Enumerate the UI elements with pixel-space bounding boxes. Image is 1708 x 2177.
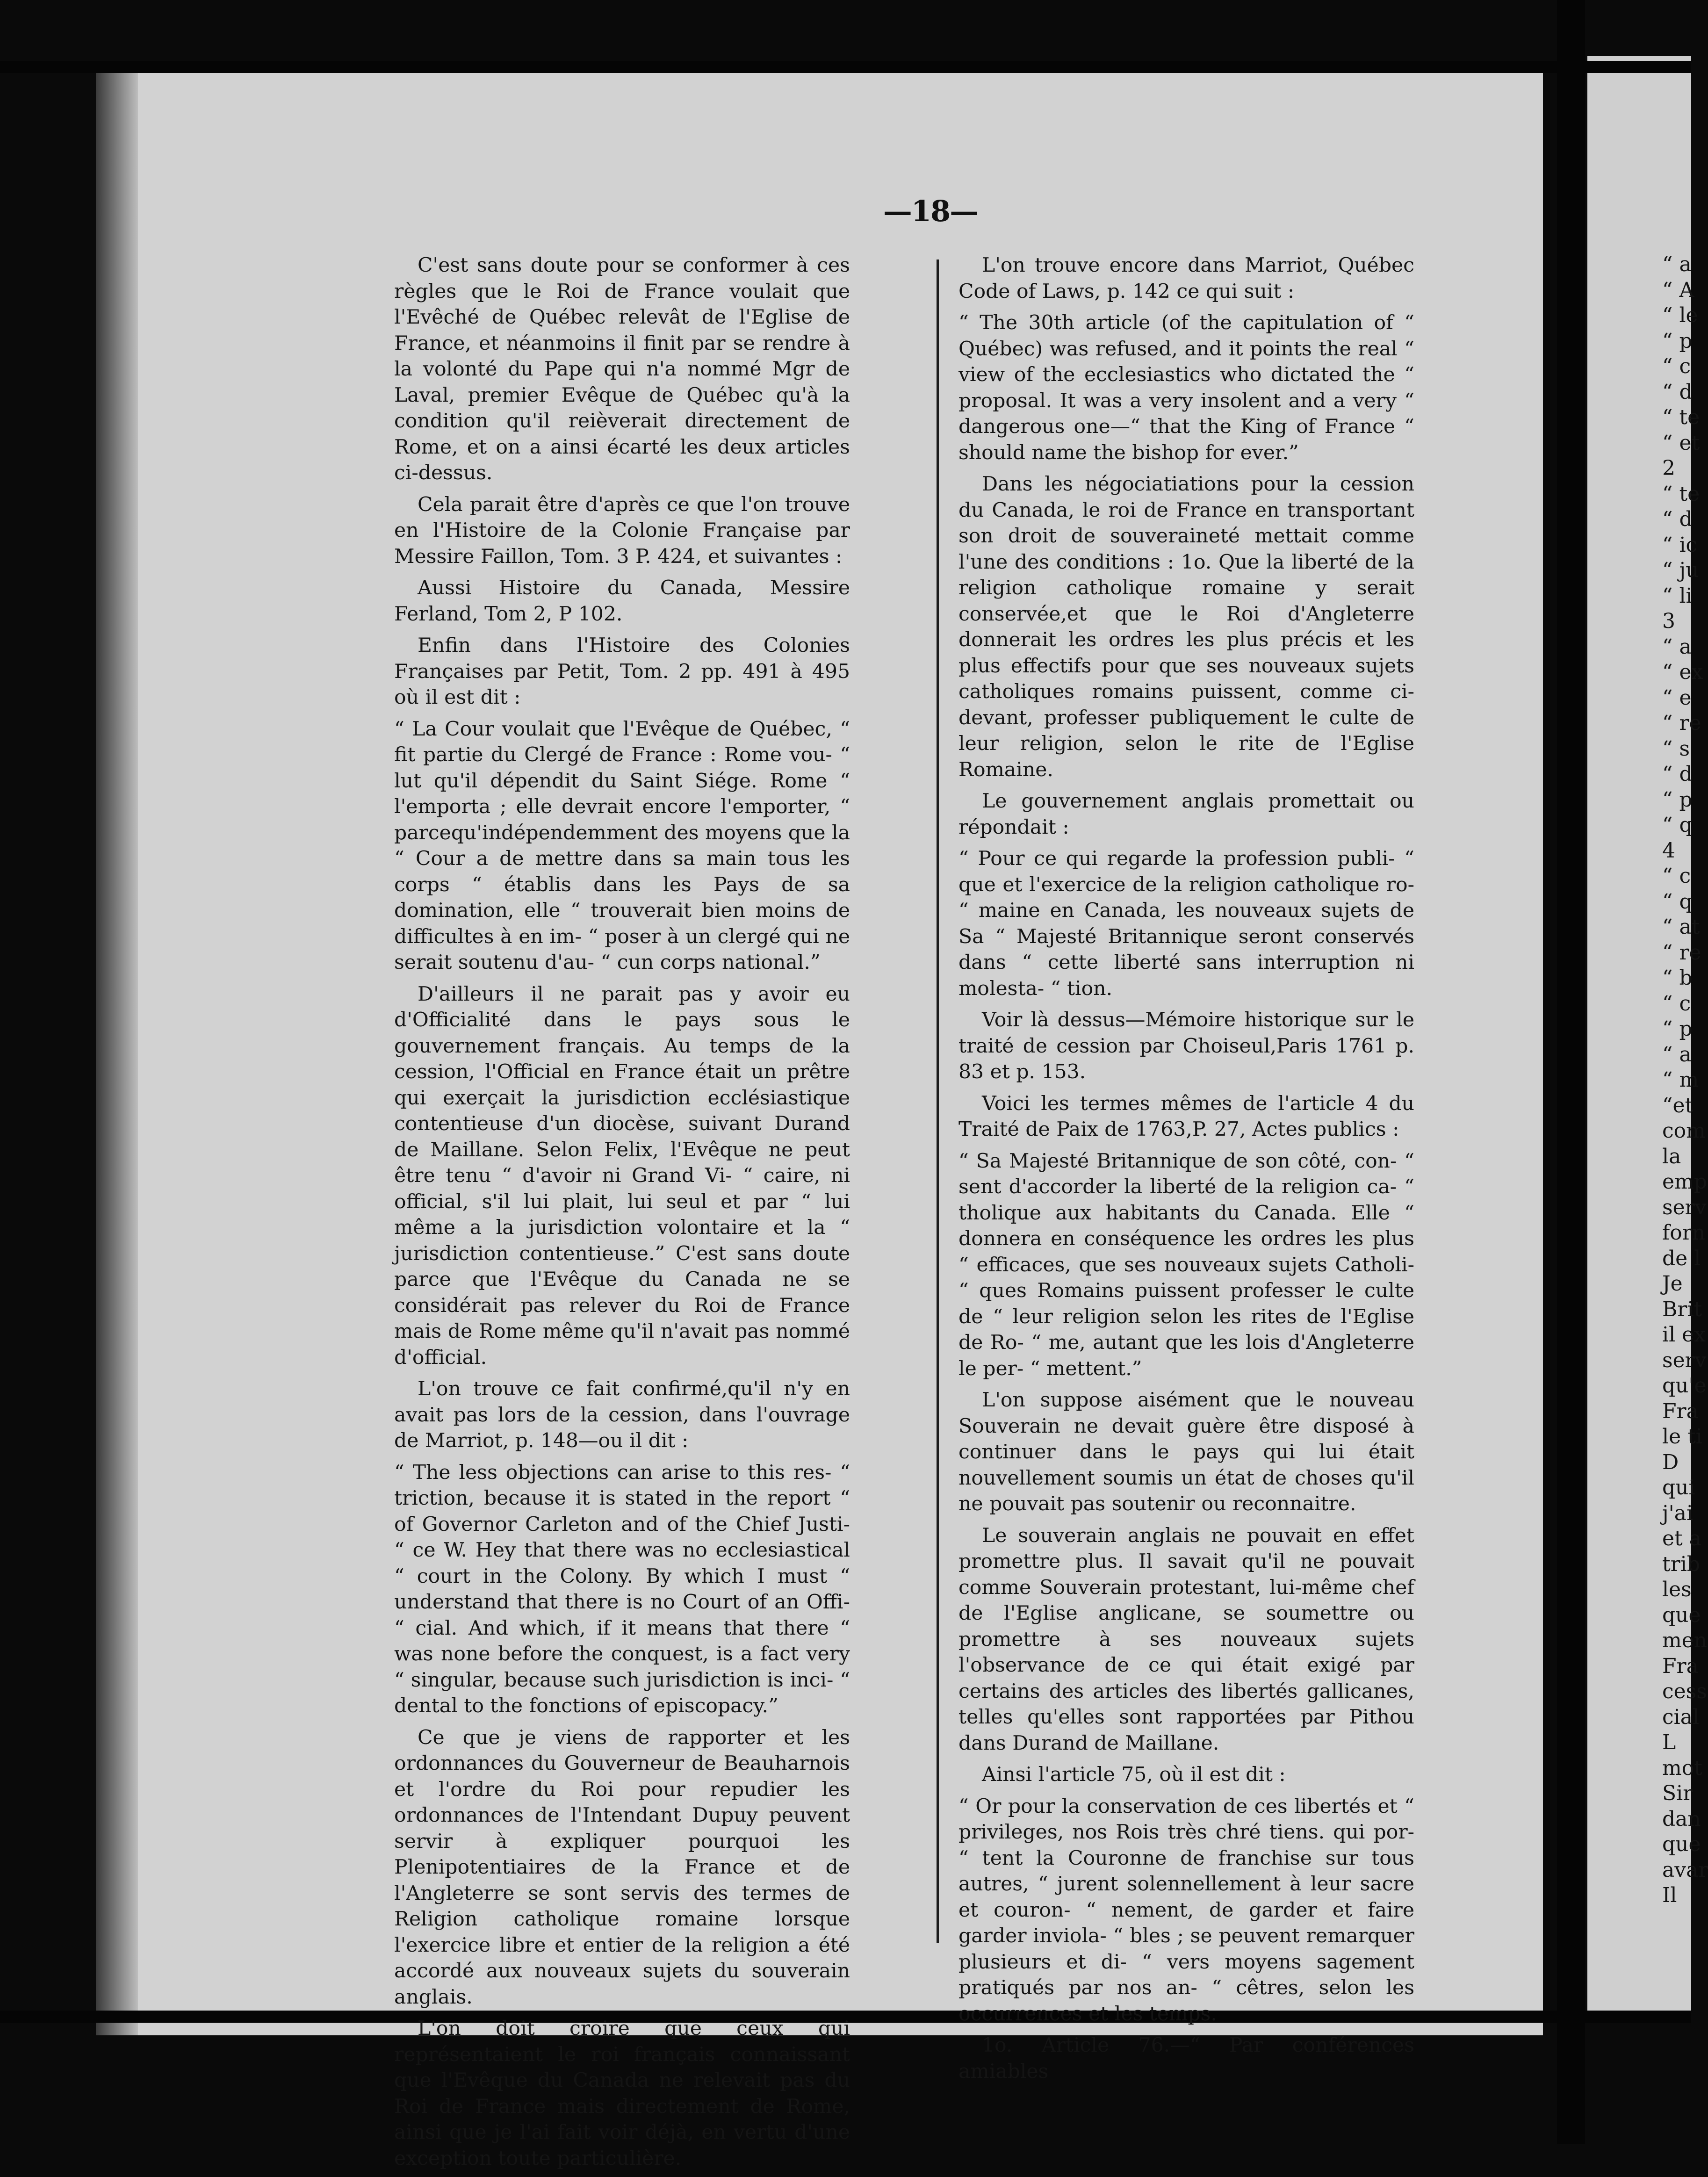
edge-fragment: “ ex xyxy=(1662,660,1703,684)
edge-fragment: la xyxy=(1662,1144,1681,1168)
quotation: “ Sa Majesté Britannique de son côté, con- “ sent d'accorder la liberté de la religion ca- “ tholique aux habitants du Canada. Elle “ donnera en conséquence les ordres les plus “ efficaces, que ses nouveaux sujets Catholi- “ ques Romains puissent professer le culte de “ leur religion selon les rites de l'Eglise de Ro- “ me, autant que les lois d'Angleterre le per- “ mettent.” xyxy=(958,1149,1414,1380)
edge-fragment: “et xyxy=(1662,1093,1694,1117)
edge-fragment: “ s xyxy=(1662,736,1690,761)
text-column-right xyxy=(958,252,1414,2090)
edge-fragment: avar xyxy=(1662,1858,1708,1882)
paragraph: D'ailleurs il ne parait pas y avoir eu d'Officialité dans le pays sous le gouvernement français. Au temps de la cession, l'Official en France était un prêtre qui exerçait la jurisdiction ecclésiastique contentieuse d'un diocèse, suivant Durand de Maillane. Selon Felix, l'Evêque ne peut être tenu “ d'avoir ni Grand Vi- “ caire, ni official, s'il lui plait, lui seul et par “ lui même a la jurisdiction volontaire et la “ jurisdiction contentieuse.” C'est sans doute parce que l'Evêque du Canada ne se considérait pas relever du Roi de France mais de Rome même qu'il n'avait pas nommé d'official. xyxy=(394,982,850,1369)
edge-fragment: “ c xyxy=(1662,991,1691,1016)
edge-fragment: forn xyxy=(1662,1221,1706,1245)
edge-fragment: “ c xyxy=(1662,864,1691,888)
edge-fragment: de l xyxy=(1662,1246,1701,1270)
edge-fragment: “ m xyxy=(1662,1068,1699,1092)
edge-fragment: “ re xyxy=(1662,940,1701,965)
edge-fragment: qui xyxy=(1662,1476,1695,1499)
edge-fragment: men xyxy=(1662,1629,1708,1652)
edge-fragment: “ q xyxy=(1662,889,1693,914)
quotation: “ The less objections can arise to this res- “ triction, because it is stated in the report “ of Governor Carleton and of the Chief Justi- “ ce W. Hey that there was no ecclesiastical “ court in the Colony. By which I must “ understand that there is no Court of an Offi- “ cial. And which, if it means that there “ was none before the conquest, is a fact very “ singular, because such jurisdiction is inci- “ dental to the fonctions of episcopacy.” xyxy=(394,1461,850,1717)
edge-fragment: Brit xyxy=(1662,1297,1702,1321)
paragraph: L'on trouve ce fait confirmé,qu'il n'y en avait pas lors de la cession, dans l'ouvrage de Marriot, p. 148—ou il dit : xyxy=(394,1377,850,1452)
edge-fragment: et a xyxy=(1662,1527,1701,1550)
edge-fragment: dan xyxy=(1662,1807,1701,1831)
quotation: “ Pour ce qui regarde la profession publi- “ que et l'exercice de la religion catholique ro- “ maine en Canada, les nouveaux sujets de Sa “ Majesté Britannique seront conservés dans “ cette liberté sans interruption ni molesta- “ tion. xyxy=(958,847,1414,1000)
paragraph: Ce que je viens de rapporter et les ordonnances du Gouverneur de Beauharnois et l'ordre du Roi pour repudier les ordonnances de l'Intendant Dupuy peuvent servir à expliquer pourquoi les Plenipotentiaires de la France et de l'Angleterre se sont servis des termes de Religion catholique romaine lorsque l'exercice libre et entier de la religion a été accordé aux nouveaux sujets du souverain anglais. xyxy=(394,1726,850,2009)
edge-fragment: “ c xyxy=(1662,354,1691,378)
page-number: —18— xyxy=(883,194,978,228)
edge-fragment: Fra xyxy=(1662,1654,1699,1678)
paragraph: Voir là dessus—Mémoire historique sur le traité de cession par Choiseul,Paris 1761 p. 83 et p. 153. xyxy=(958,1009,1414,1083)
edge-fragment: “ q xyxy=(1662,813,1693,837)
quotation: “ The 30th article (of the capitulation of “ Québec) was refused, and it points the real “ view of the ecclesiastics who dictated the “ proposal. It was a very insolent and a very “ dangerous one—“ that the King of France “ should name the bishop for ever.” xyxy=(958,311,1414,464)
edge-fragment: “ le xyxy=(1662,303,1698,327)
edge-fragment: “ A xyxy=(1662,278,1694,302)
edge-fragment: 4 xyxy=(1662,838,1675,863)
edge-fragment: “ b xyxy=(1662,966,1693,990)
page-binding-shadow xyxy=(96,69,138,2035)
edge-fragment: que xyxy=(1662,1832,1701,1856)
edge-fragment: “ p xyxy=(1662,1017,1693,1041)
edge-fragment: “ a xyxy=(1662,252,1692,276)
paragraph: Aussi Histoire du Canada, Messire Ferland, Tom 2, P 102. xyxy=(394,577,850,626)
edge-fragment: “ li xyxy=(1662,584,1693,608)
paragraph: Cela parait être d'après ce que l'on trouve en l'Histoire de la Colonie Française par Messire Faillon, Tom. 3 P. 424, et suivantes : xyxy=(394,493,850,568)
edge-fragment: les xyxy=(1662,1578,1692,1601)
edge-fragment: “ e xyxy=(1662,685,1692,710)
text-column-left xyxy=(394,252,850,2177)
edge-fragment: 3 xyxy=(1662,609,1675,633)
edge-fragment: mot xyxy=(1662,1756,1702,1780)
edge-fragment: “ a xyxy=(1662,1042,1692,1067)
edge-fragment: “ a xyxy=(1662,634,1692,659)
edge-fragment: emp xyxy=(1662,1170,1707,1194)
edge-fragment: D xyxy=(1662,1450,1679,1474)
paragraph: Le souverain anglais ne pouvait en effet promettre plus. Il savait qu'il ne pouvait comme Souverain protestant, lui-même chef de l'Eglise anglicane, se soumettre ou promettre à ses nouveaux sujets l'observance de ce qui était exigé par certains des articles des libertés gallicanes, telles qu'elles sont rapportées par Pithou dans Durand de Maillane. xyxy=(958,1524,1414,1755)
edge-fragment: “ et xyxy=(1662,431,1700,455)
edge-fragment: Sir xyxy=(1662,1781,1693,1805)
scan-border-gutter xyxy=(1557,0,1585,2144)
edge-fragment: “ p xyxy=(1662,787,1693,812)
edge-fragment: “ te xyxy=(1662,405,1700,429)
edge-fragment: “ te xyxy=(1662,482,1700,506)
edge-fragment: il ex xyxy=(1662,1323,1706,1347)
edge-fragment: que xyxy=(1662,1603,1701,1627)
paragraph: Le gouvernement anglais promettait ou répondait : xyxy=(958,790,1414,839)
edge-fragment: serv xyxy=(1662,1348,1707,1372)
paragraph: 1o. Article 76.—“ Par conférences amiables xyxy=(958,2034,1414,2083)
column-divider xyxy=(937,260,939,1943)
paragraph: Ainsi l'article 75, où il est dit : xyxy=(982,1763,1286,1786)
edge-fragment: “ re xyxy=(1662,711,1701,735)
edge-fragment: “ d xyxy=(1662,380,1693,404)
paragraph: Voici les termes mêmes de l'article 4 du Traité de Paix de 1763,P. 27, Actes publics : xyxy=(958,1092,1414,1141)
paragraph: L'on doit croire que ceux qui représentaient le roi français connaissant que l'Evêque du Canada ne relevait pas du Roi de France mais directement de Rome, ainsi que je l'ai fait voir déjà, en vertu d'une exception toute particulière. xyxy=(394,2017,850,2170)
edge-fragment: Fra xyxy=(1662,1399,1699,1423)
quotation: “ Or pour la conservation de ces libertés et “ privileges, nos Rois très chré tiens. qui por- “ tent la Couronne de franchise sur tous autres, “ jurent solennellement à leur sacre et couron- “ nement, de garder et faire garder inviola- “ bles ; se peuvent remarquer plusieurs et di- “ vers moyens sagement pratiqués par nos an- “ cêtres, selon les occurrences et les temps. xyxy=(958,1795,1414,2026)
edge-fragment: Je xyxy=(1662,1272,1683,1296)
edge-fragment: trib xyxy=(1662,1552,1700,1576)
edge-fragment: L xyxy=(1662,1730,1676,1754)
edge-fragment: “ d xyxy=(1662,507,1693,531)
paragraph: L'on trouve encore dans Marriot, Québec Code of Laws, p. 142 ce qui suit : xyxy=(958,254,1414,303)
scan-border-top xyxy=(0,61,1691,73)
edge-fragment: le ti xyxy=(1662,1425,1702,1449)
paragraph: C'est sans doute pour se conformer à ces règles que le Roi de France voulait que l'Evêché de Québec relevât de l'Eglise de France, et néanmoins il finit par se rendre à la volonté du Pape qui n'a nommé Mgr de Laval, premier Evêque de Québec qu'à la condition qu'il reièverait directement de Rome, et on a ainsi écarté les deux articles ci-dessus. xyxy=(394,254,850,484)
edge-fragment: “ ju xyxy=(1662,558,1699,582)
edge-fragment: “ ic xyxy=(1662,533,1698,557)
edge-fragment: Il xyxy=(1662,1883,1677,1907)
edge-fragment: “ d xyxy=(1662,762,1693,786)
edge-fragment: serv xyxy=(1662,1195,1707,1219)
edge-fragment: com xyxy=(1662,1119,1706,1143)
edge-fragment: “ at xyxy=(1662,915,1700,939)
edge-fragment: qu'e xyxy=(1662,1374,1707,1398)
paragraph: Dans les négociatiations pour la cession du Canada, le roi de France en transportant son droit de souveraineté mettait comme l'une des conditions : 1o. Que la liberté de la religion catholique romaine y serait conservée,et que le Roi d'Angleterre donnerait les ordres les plus précis et les plus effectifs pour que ses nouveaux sujets catholiques romains puissent, comme ci-devant, professer publiquement le culte de leur religion, selon le rite de l'Eglise Romaine. xyxy=(958,473,1414,781)
quotation: “ La Cour voulait que l'Evêque de Québec, “ fit partie du Clergé de France : Rome vou- “ lut qu'il dépendit du Saint Siége. Rome “ l'emporta ; elle devrait encore l'emporter, “ parcequ'indépendemment des moyens que la “ Cour a de mettre dans sa main tous les corps “ établis dans les Pays de sa domination, elle “ trouverait bien moins de difficultes à en im- “ poser à un clergé qui ne serait soutenu d'au- “ cun corps national.” xyxy=(394,717,850,974)
edge-fragment: cial xyxy=(1662,1705,1700,1729)
paragraph: Enfin dans l'Histoire des Colonies Françaises par Petit, Tom. 2 pp. 491 à 495 où il est dit : xyxy=(394,634,850,709)
paragraph: L'on suppose aisément que le nouveau Souverain ne devait guère être disposé à continuer dans le pays qui lui était nouvellement soumis un état de choses qu'il ne pouvait pas soutenir ou reconnaitre. xyxy=(958,1389,1414,1515)
edge-fragment: 2 xyxy=(1662,456,1675,480)
edge-fragment: “ p xyxy=(1662,329,1693,353)
edge-fragment: j'ai xyxy=(1662,1501,1694,1525)
edge-fragment: cess xyxy=(1662,1680,1707,1703)
